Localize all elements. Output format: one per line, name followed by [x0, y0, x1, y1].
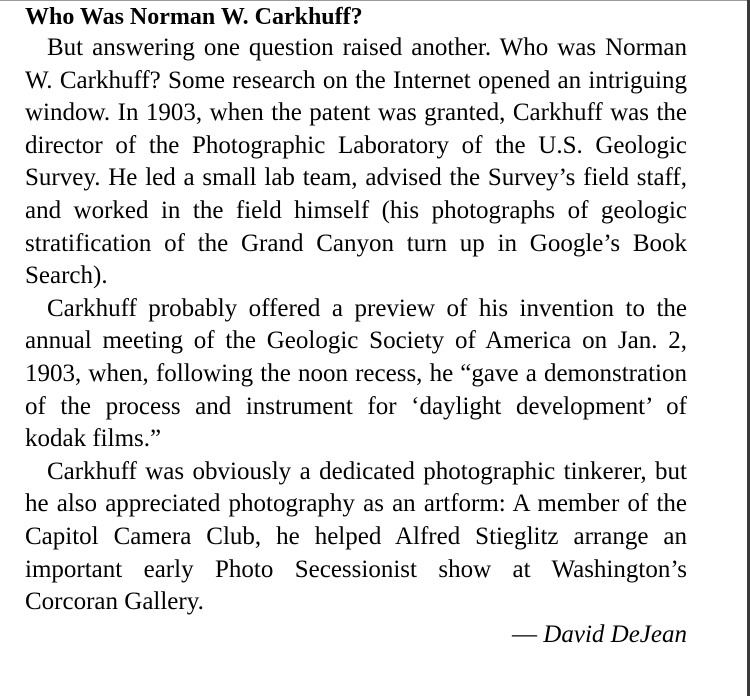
byline — [25, 619, 687, 652]
article — [25, 2, 687, 651]
top-border — [0, 0, 750, 1]
article-title: Who Was Norman W. Carkhuff? — [25, 4, 363, 30]
byline-author: David DeJean — [543, 620, 687, 648]
paragraph-1: But answering one question raised another. Who was Norman W. Carkhuff? Some research on the Internet opened an intriguing window. In 1903, when the patent was granted, Carkhuff was the director of the Photographic Laboratory of the U.S. Geologic Survey. He led a small lab team, advised the Survey’s field staff, and worked in the field himself (his photographs of geologic stratification of the Grand Canyon turn up in Google’s Book Search). — [25, 34, 687, 290]
paragraph-2: Carkhuff probably offered a preview of his invention to the annual meeting of the Geologic Society of America on Jan. 2, 1903, when, following the noon recess, he “gave a demonstration of the process and instrument for ‘daylight development’ of kodak films.” — [25, 294, 687, 453]
paragraph-3: Carkhuff was obviously a dedicated photographic tinkerer, but he also appreciated photography as an artform: A member of the Capitol Camera Club, he helped Alfred Stieglitz arrange an important early Photo Secessionist show at Washington’s Corcoran Gallery. — [25, 457, 687, 616]
byline-dash: — — [512, 620, 538, 648]
